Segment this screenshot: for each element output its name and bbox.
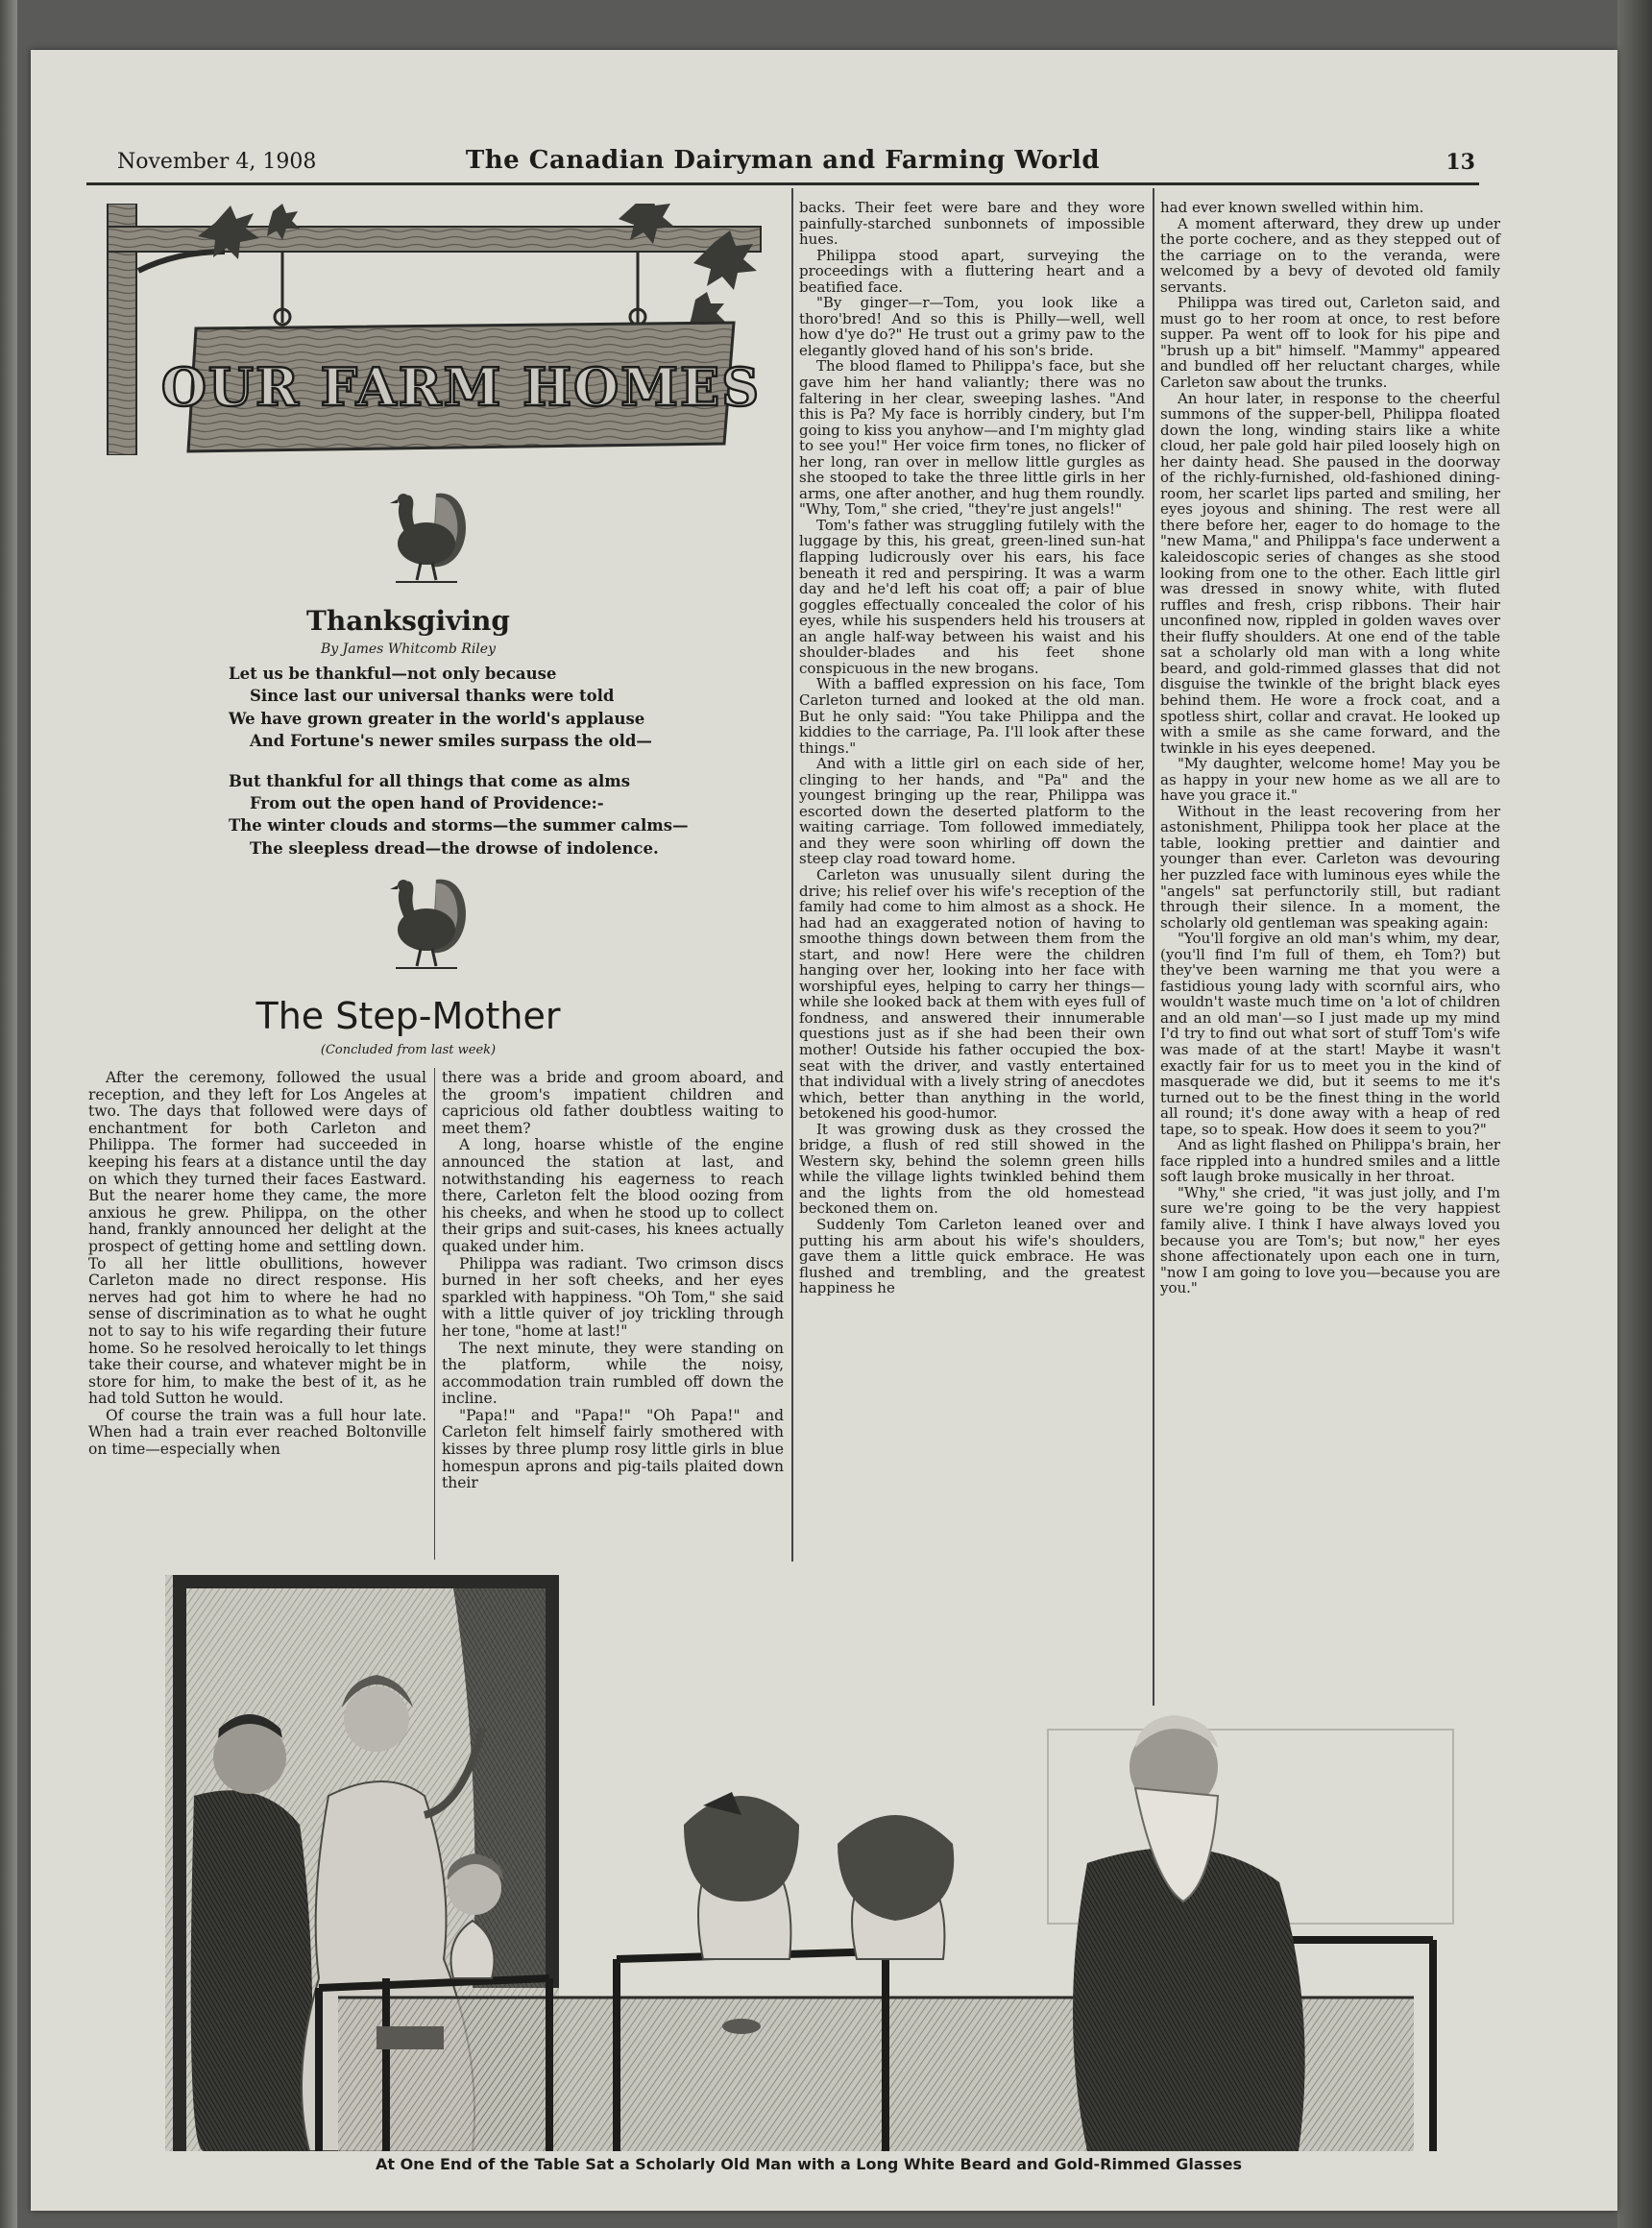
turkey-icon (377, 866, 473, 974)
poem-title: Thanksgiving (306, 605, 510, 637)
paragraph: backs. Their feet were bare and they wore painfully-starched sunbonnets of impossible hues. (799, 199, 1145, 249)
column-rule (791, 188, 793, 1562)
our-farm-homes-banner (100, 204, 772, 455)
paragraph: It was growing dusk as they crossed the bridge, a flush of red still showed in the Western sky, behind the solemn green hills while the village lights twinkled behind them and the lights from the old homestead beckoned them on. (799, 1120, 1145, 1218)
illustration-caption: At One End of the Table Sat a Scholarly Old Man with a Long White Beard and Gold-Rimmed Glasses (375, 2155, 1243, 2173)
publication-title: The Canadian Dairyman and Farming World (465, 146, 1101, 175)
paragraph: Philippa was radiant. Two crimson discs burned in her soft cheeks, and her eyes sparkled with happiness. "Oh Tom," she said with a little quiver of joy trickling through her tone, "home at last!" (442, 1254, 784, 1340)
article-column-4 (1160, 200, 1500, 1296)
poem-line: Since last our universal thanks were told (250, 687, 615, 706)
paragraph: A moment afterward, they drew up under the porte cochere, and as they stepped out of the carriage on to the veranda, were welcomed by a bevy of devoted old family servants. (1160, 214, 1500, 296)
paragraph: Tom's father was struggling futilely with the luggage by this, his great, green-lined sun-hat flapping ludicrously over his ears, his face beneath it red and perspiring. It was a warm day and he'd left his coat off; a pair of blue goggles effectually concealed the color of his eyes, while his suspenders held his trousers at an angle half-way between his waist and his shoulder-blades and his feet shone conspicuous in the new brogans. (799, 516, 1145, 677)
paragraph: had ever known swelled within him. (1160, 199, 1424, 216)
banner-text: OUR FARM HOMES (160, 356, 762, 418)
paragraph: An hour later, in response to the cheerful summons of the supper-bell, Philippa floated down the long, winding stairs like a white cloud, her pale gold hair piled loosely high on her dainty head. She paused in the doorway of the richly-furnished, old-fashioned dining-room, her scarlet lips parted and smiling, her eyes joyous and shining. The rest were all there before her, eager to do homage to the "new Mama," and Philippa's face underwent a kaleidoscopic series of changes as she stood looking from one to the other. Each little girl was dressed in snowy white, with fluted ruffles and fresh, crisp ribbons. Their hair unconfined now, rippled in golden waves over their fluffy shoulders. At one end of the table sat a scholarly old man with a long white beard, and gold-rimmed glasses that did not disguise the twinkle of the bright black eyes behind them. He wore a frock coat, and a spotless shirt, collar and cravat. He looked up with a smile as she came forward, and the twinkle in his eyes deepened. (1160, 389, 1500, 757)
paragraph: And as light flashed on Philippa's brain, her face rippled into a hundred smiles and a little soft laugh broke musically in her throat. (1160, 1136, 1500, 1186)
page-stack-edge (1617, 0, 1652, 2228)
paragraph: The blood flamed to Philippa's face, but she gave him her hand valiantly; there was no faltering in her clear, sweeping lashes. "And this is Pa? My face is horribly cindery, but I'm going to kiss you anyhow—and I'm mighty glad to see you!" Her voice firm tones, no flicker of her long, ran over in mellow little gurgles as she stooped to take the three little girls in her arms, one after another, and hug them roundly. "Why, Tom," she cried, "they're just angels!" (799, 357, 1145, 519)
paragraph: "My daughter, welcome home! May you be as happy in your new home as we all are to have you grace it." (1160, 755, 1500, 805)
story-subtitle: (Concluded from last week) (320, 1043, 497, 1057)
poem-line: The winter clouds and storms—the summer calms— (229, 816, 689, 836)
paragraph: there was a bride and groom aboard, and the groom's impatient children and capricious old father doubtless waiting to meet them? (442, 1069, 784, 1137)
paragraph: Philippa was tired out, Carleton said, and must go to her room at once, to rest before supper. Pa went off to look for his pipe and "brush up a bit" himself. "Mammy" appeared and bundled off her reluctant charges, while Carleton saw about the trunks. (1160, 294, 1500, 392)
poem-line: Let us be thankful—not only because (229, 665, 557, 683)
paragraph: "Papa!" and "Papa!" "Oh Papa!" and Carleton felt himself fairly smothered with kisses by three plump rosy little girls in blue homespun aprons and pig-tails plaited down their (442, 1406, 784, 1492)
paragraph: Carleton was unusually silent during the drive; his relief over his wife's reception of the family had come to him almost as a shock. He had had an exaggerated notion of having to smoothe things down between them from the start, and now! Here were the children hanging over her, looking into her face with worshipful eyes, helping to carry her things—while she looked back at them with eyes full of fondness, and answered their innumerable questions just as if she had been their own mother! Outside his father occupied the box-seat with the driver, and vastly entertained that individual with a lively string of anecdotes which, better than anything in the world, betokened his good-humor. (799, 865, 1145, 1123)
poem-line: But thankful for all things that come as alms (229, 771, 630, 790)
poem-author: By James Whitcomb Riley (321, 642, 496, 657)
article-column-2 (442, 1070, 784, 1492)
page-number: 13 (1446, 150, 1475, 175)
story-title: The Step-Mother (255, 995, 561, 1037)
column-rule (434, 1068, 435, 1560)
poem-line: We have grown greater in the world's applause (229, 709, 645, 728)
column-rule (1153, 188, 1154, 1706)
book-spine (0, 0, 17, 2228)
paragraph: Of course the train was a full hour late. When had a train ever reached Boltonville on time—especially when (88, 1406, 426, 1459)
paragraph: "By ginger—r—Tom, you look like a thoro'bred! And so this is Philly—well, well how d'ye do?" He trust out a grimy paw to the elegantly gloved hand of his son's bride. (799, 294, 1145, 359)
paragraph: "Why," she cried, "it was just jolly, and I'm sure we're going to be the very happiest family alive. I think I have always loved you because you are Tom's; but now," her eyes shone affectionately upon each one in turn, "now I am going to love you—because you are you." (1160, 1183, 1500, 1297)
paragraph: Philippa stood apart, surveying the proceedings with a fluttering heart and a beatified face. (799, 246, 1145, 296)
paragraph: After the ceremony, followed the usual reception, and they left for Los Angeles at two. The days that followed were days of enchantment for both Carleton and Philippa. The former had succeeded in keeping his fears at a distance until the day on which they turned their faces Eastward. But the nearer home they came, the more anxious he grew. Philippa, on the other hand, frankly announced her delight at the prospect of getting home and settling down. To all her little obullitions, however Carleton made no direct response. His nerves had got him to where he had no sense of discrimination as to what he ought not to say to his wife regarding their future home. So he resolved heroically to let things take their course, and whatever might be in store for him, to make the best of it, as he had told Sutton he would. (88, 1069, 426, 1408)
paragraph: Suddenly Tom Carleton leaned over and putting his arm about his wife's shoulders, gave them a little quick embrace. He was flushed and trembling, and the greatest happiness he (799, 1216, 1145, 1297)
paragraph: "You'll forgive an old man's whim, my dear, (you'll find I'm full of them, eh Tom?) but they've been warning me that you were a fastidious young lady with scornful airs, who wouldn't waste much time on 'a lot of children and an old man'—so I just made up my mind I'd try to find out what sort of stuff Tom's wife was made of at the start! Maybe it wasn't exactly fair for us to meet you in the kind of masquerade we did, but it seems to me it's turned out to be the finest thing in the world all round; it's done away with a heap of red tape, so to speak. How does it seem to you?" (1160, 930, 1500, 1138)
poem-line: And Fortune's newer smiles surpass the old— (250, 732, 652, 751)
paragraph: Without in the least recovering from her astonishment, Philippa took her place at the table, looking prettier and daintier and younger than ever. Carleton was devouring her puzzled face with luminous eyes while the "angels" sat perfunctorily still, but radiant through their silence. In a moment, the scholarly old gentleman was speaking again: (1160, 802, 1500, 932)
paragraph: A long, hoarse whistle of the engine announced the station at last, and notwithstanding his eagerness to reach there, Carleton felt the blood oozing from his cheeks, and when he stood up to collect their grips and suit-cases, his knees actually quaked under him. (442, 1136, 784, 1255)
dining-scene-illustration (165, 1575, 1452, 2151)
paragraph: With a baffled expression on his face, Tom Carleton turned and looked at the old man. But he only said: "You take Philippa and the kiddies to the carriage, Pa. I'll look after these things." (799, 675, 1145, 757)
running-head (86, 144, 1479, 185)
poem-body (229, 663, 689, 860)
poem-line: From out the open hand of Providence:- (250, 794, 604, 813)
article-column-1 (88, 1070, 426, 1459)
issue-date: November 4, 1908 (117, 150, 317, 174)
paragraph: And with a little girl on each side of her, clinging to her hands, and "Pa" and the youngest bringing up the rear, Philippa was escorted down the deserted platform to the waiting carriage. Tom followed immediately, and they were soon whirling off down the steep clay road toward home. (799, 755, 1145, 868)
poem-line: The sleepless dread—the drowse of indolence. (250, 838, 659, 858)
paragraph: The next minute, they were standing on the platform, while the noisy, accommodation train rumbled off down the incline. (442, 1339, 784, 1408)
article-column-3 (799, 200, 1145, 1296)
turkey-icon (377, 480, 473, 588)
